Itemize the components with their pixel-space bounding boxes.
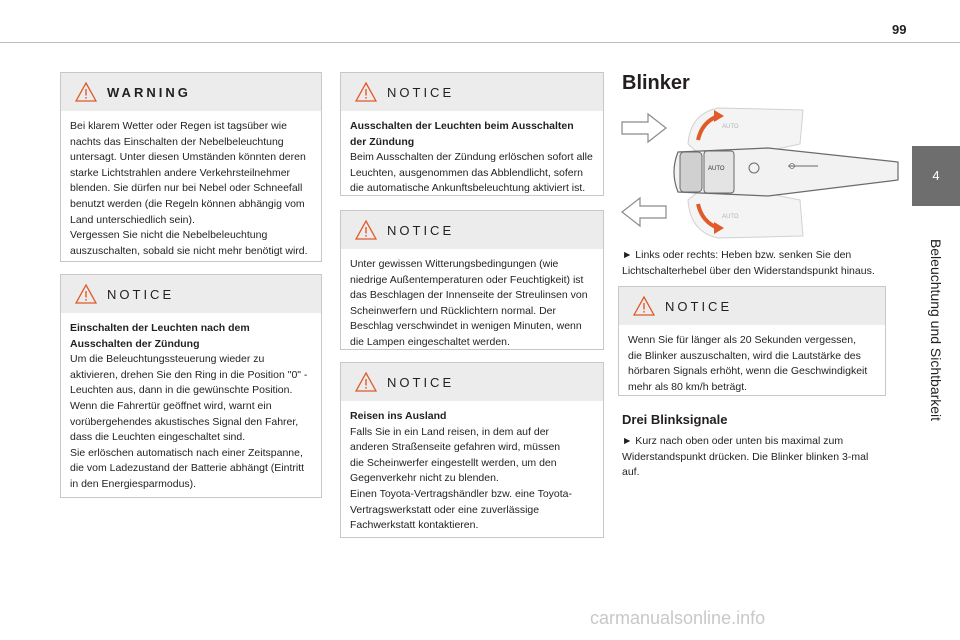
chapter-tab[interactable]: 4 [912, 146, 960, 206]
notice-box-lights-off [340, 72, 604, 196]
turn-signal-stalk-illustration [618, 104, 904, 240]
notice-text: Einschalten der Leuchten nach dem Ausschalten der Zündung Um die Beleuchtungssteuerung wieder zu aktivieren, drehen Sie den Ring in die Position "0" - Leuchten aus, dann in die gewünschte Position. Wenn die Fahrertür geöffnet wird, warnt ein vorübergehendes akustisches Signal den Fahrer, dass die Leuchten eingeschaltet sind. Sie erlöschen automatisch nach einer Zeitspanne, die vom Ladezustand der Batterie abhängt (Eintritt in den Energiesparmodus). [70, 322, 308, 490]
warning-triangle-icon [355, 82, 377, 102]
notice-box-travel-abroad [340, 362, 604, 538]
chapter-title: Beleuchtung und Sichtbarkeit [928, 238, 944, 422]
warning-triangle-icon [633, 296, 655, 316]
warning-header [61, 73, 321, 111]
drei-instruction: ► Kurz nach oben oder unten bis maximal zum Widerstandspunkt drücken. Die Blinker blinken 3-mal auf. [622, 435, 869, 479]
top-divider [0, 42, 960, 43]
svg-text:AUTO: AUTO [722, 124, 739, 130]
arrow-right-icon [622, 114, 666, 142]
notice-box-lights-after-ignition [60, 274, 322, 498]
notice-text: Wenn Sie für länger als 20 Sekunden vergessen, die Blinker auszuschalten, wird die Lautstärke des hörbaren Signals erhöht, wenn die Geschwindigkeit mehr als 80 km/h beträgt. [628, 334, 868, 393]
notice-header [619, 287, 885, 325]
notice-header [61, 275, 321, 313]
section-heading-drei-blinksignale: Drei Blinksignale [622, 412, 728, 427]
warning-box [60, 72, 322, 262]
notice-heading: NOTICE [387, 374, 455, 390]
notice-heading: NOTICE [387, 222, 455, 238]
warning-text: Bei klarem Wetter oder Regen ist tagsüber wie nachts das Einschalten der Nebelbeleuchtung untersagt. Unter diesen Umständen könnten deren starke Lichtstrahlen andere Verkehrsteilnehmer blenden. Sie dürfen nur bei Nebel oder Schneefall benutzt werden (die Regeln können abhängig vom Land unterschiedlich sein). Vergessen Sie nicht die Nebelbeleuchtung auszuschalten, sobald sie nicht mehr benötigt wird. [70, 120, 308, 257]
page-number: 99 [892, 22, 907, 37]
notice-box-blinker-volume [618, 286, 886, 396]
section-heading-blinker: Blinker [622, 72, 690, 94]
warning-heading: WARNING [107, 84, 191, 100]
svg-text:AUTO: AUTO [708, 166, 725, 172]
svg-text:AUTO: AUTO [722, 214, 739, 220]
notice-header [341, 73, 603, 111]
notice-text: Reisen ins Ausland Falls Sie in ein Land reisen, in dem auf der anderen Straßenseite gefahren wird, müssen die Scheinwerfer eingestellt werden, um den Gegenverkehr nicht zu blenden. Einen Toyota-Vertragshändler bzw. eine Toyota- Vertragswerkstatt oder eine zuverlässige Fachwerkstatt kontaktieren. [350, 410, 573, 532]
notice-heading: NOTICE [665, 298, 733, 314]
warning-triangle-icon [75, 82, 97, 102]
watermark: carmanualsonline.info [590, 608, 766, 628]
warning-triangle-icon [355, 372, 377, 392]
warning-triangle-icon [75, 284, 97, 304]
arrow-left-icon [622, 198, 666, 226]
notice-header [341, 211, 603, 249]
warning-triangle-icon [355, 220, 377, 240]
blinker-instruction: ► Links oder rechts: Heben bzw. senken Sie den Lichtschalterhebel über den Widerstandspunkt hinaus. [622, 249, 875, 277]
notice-heading: NOTICE [107, 286, 175, 302]
notice-box-condensation [340, 210, 604, 350]
notice-heading: NOTICE [387, 84, 455, 100]
notice-text: Unter gewissen Witterungsbedingungen (wie niedrige Außentemperaturen oder Feuchtigkeit) ist das Beschlagen der Innenseite der Streulinsen von Scheinwerfern und Rücklichtern normal. Der Beschlag verschwindet in wenigen Minuten, wenn die Lampen eingeschaltet werden. [350, 258, 588, 348]
notice-header [341, 363, 603, 401]
stalk-main [674, 148, 898, 196]
notice-text: Ausschalten der Leuchten beim Ausschalten der Zündung Beim Ausschalten der Zündung erlöschen sofort alle Leuchten, ausgenommen das Abblendlicht, sofern die automatische Ankunftsbeleuchtung aktiviert ist. [350, 120, 593, 195]
